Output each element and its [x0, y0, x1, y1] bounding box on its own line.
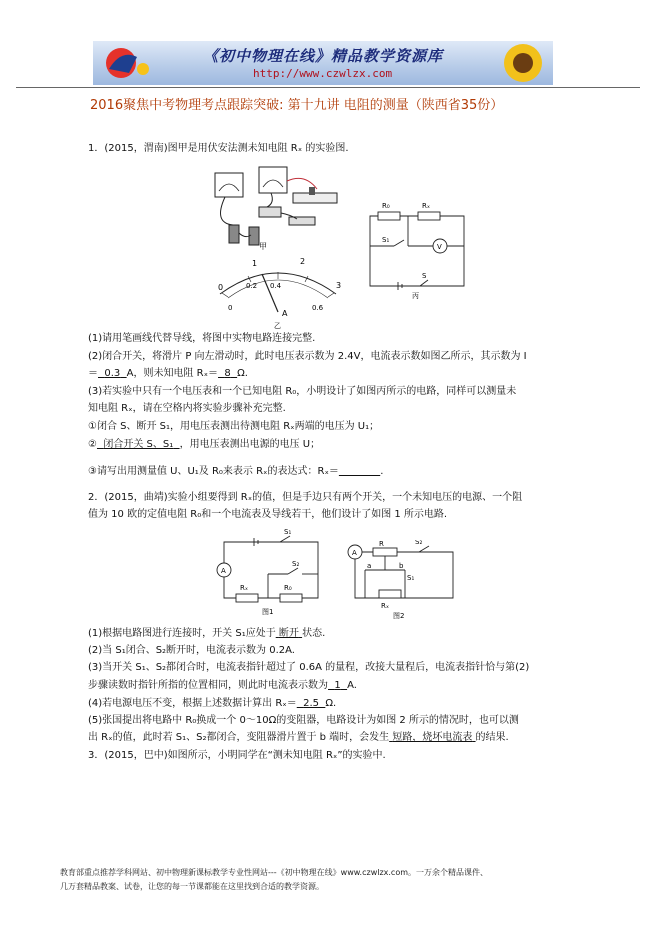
- page-title: 2016聚焦中考物理考点跟踪突破: 第十九讲 电阻的测量（陕西省35份）: [90, 98, 504, 113]
- q1-part3-a: (3)若实验中只有一个电压表和一个已知电阻 R₀，小明设计了如图丙所示的电路，同样可以测量未: [88, 386, 517, 397]
- q2-part5-a: (5)张国提出将电路中 R₀换成一个 0～10Ω的变阻器，电路设计为如图 2 所示的情况时，也可以测: [88, 715, 519, 726]
- q2-circuit-fig2: [345, 540, 463, 622]
- q2-circuit-fig1: [208, 528, 330, 618]
- footer-line-1: 教育部重点推荐学科网站、初中物理新课标教学专业性网站---《初中物理在线》www.czwlzx.com。一万余个精品课件、: [60, 868, 489, 877]
- fig2-s1: S₁: [407, 574, 415, 582]
- q2-part1: (1)根据电路图进行连接时，开关 S₁应处于 断开 状态.: [88, 628, 326, 639]
- fig1-label: 图1: [262, 608, 274, 616]
- q1-stem: 1．(2015，渭南)图甲是用伏安法测未知电阻 Rₓ 的实验图.: [88, 143, 349, 154]
- q1-part2-a: (2)闭合开关，将滑片 P 向左滑动时，此时电压表示数为 2.4V，电流表示数如图乙所示，其示数为 I: [88, 351, 527, 362]
- q2-part3-answer: 1: [334, 680, 341, 691]
- fig2-a-end: a: [367, 562, 372, 570]
- tick-top-3: 3: [336, 281, 342, 290]
- sunflower-icon: [493, 41, 553, 85]
- q2-part4: (4)若电源电压不变，根据上述数据计算出 Rₓ＝ 2.5 Ω.: [88, 698, 337, 709]
- fig-jia-label: 甲: [259, 242, 267, 251]
- q2-part2: (2)当 S₁闭合、S₂断开时，电流表示数为 0.2A.: [88, 645, 295, 656]
- banner-url[interactable]: http://www.czwlzx.com: [253, 67, 393, 80]
- fig1-rx: Rₓ: [240, 584, 248, 592]
- q1-part2-d: Ω.: [237, 368, 248, 379]
- tick-bottom-1: 0.2: [246, 282, 258, 290]
- tick-top-2: 2: [300, 257, 306, 266]
- q2-stem-b: 值为 10 欧的定值电阻 R₀和一个电流表及导线若干，他们设计了如图 1 所示电路.: [88, 509, 448, 520]
- q2-part4-answer: 2.5: [303, 698, 319, 709]
- site-logo-icon: [99, 43, 159, 83]
- fig2-label: 图2: [393, 612, 405, 620]
- q2-stem-a: 2．(2015，曲靖)实验小组要得到 Rₓ的值，但是手边只有两个开关，一个未知电压的电源、一个阻: [88, 492, 523, 503]
- q1-part2-eq: ＝: [88, 368, 98, 379]
- fig1-r0: R₀: [284, 584, 292, 592]
- q1-circuit-bing: [360, 196, 480, 302]
- footer-line-2: 几万套精品教案、试卷，让您的每一节课都能在这里找到合适的教学资源。: [60, 882, 324, 891]
- q2-part5-b: 出 Rₓ的值，此时若 S₁、S₂都闭合，变阻器滑片置于 b 端时，会发生 短路，烧坏电流表 的结果.: [88, 732, 509, 743]
- q1-part2-c: A，则未知电阻 Rₓ＝: [126, 368, 219, 379]
- fig2-r: R: [379, 540, 384, 548]
- q1-part3-b: 知电阻 Rₓ，请在空格内将实验步骤补充完整.: [88, 403, 286, 414]
- bing-rx: Rₓ: [422, 202, 430, 210]
- bing-r0: R₀: [382, 202, 390, 210]
- fig2-rx: Rₓ: [381, 602, 389, 610]
- tick-bottom-3: 0.6: [312, 304, 324, 312]
- q1-ammeter-dial: [208, 254, 348, 330]
- q1-step2: ② 闭合开关 S、S₁ ，用电压表测出电源的电压 U；: [88, 439, 321, 450]
- q2-part3-b: 步骤读数时指针所指的位置相同，则此时电流表示数为 1 A.: [88, 680, 357, 691]
- site-banner: [93, 41, 553, 85]
- bing-s1: S₁: [382, 236, 390, 244]
- q1-step3-blank: [339, 466, 380, 477]
- q1-step3: ③请写出用测量值 U、U₁及 R₀来表示 Rₓ的表达式：Rₓ＝ .: [88, 466, 384, 477]
- q1-apparatus-figure: [205, 163, 345, 255]
- q3-stem: 3．(2015，巴中)如图所示，小明同学在“测未知电阻 Rₓ”的实验中.: [88, 750, 386, 761]
- banner-title: 《初中物理在线》精品教学资源库: [203, 47, 444, 65]
- fig2-b-end: b: [399, 562, 404, 570]
- fig-bing-label: 丙: [412, 292, 419, 300]
- bing-v: V: [437, 243, 442, 251]
- q1-step1: ①闭合 S、断开 S₁，用电压表测出待测电阻 Rₓ两端的电压为 U₁；: [88, 421, 380, 432]
- fig1-ammeter: A: [221, 567, 226, 575]
- q2-part1-answer: 断开: [278, 628, 299, 639]
- meter-unit: A: [282, 309, 288, 318]
- fig1-s1: S₁: [284, 528, 292, 536]
- fig-yi-label: 乙: [274, 322, 281, 330]
- q2-part5-answer: 短路，烧坏电流表: [392, 732, 473, 743]
- tick-top-0: 0: [218, 283, 224, 292]
- q1-part2-line2: [88, 367, 248, 381]
- q1-step2-answer: 闭合开关 S、S₁: [103, 439, 174, 450]
- q1-answer-resistance: 8: [224, 368, 231, 379]
- q1-part1: (1)请用笔画线代替导线，将图中实物电路连接完整.: [88, 333, 316, 344]
- tick-bottom-2: 0.4: [270, 282, 282, 290]
- tick-bottom-0: 0: [228, 304, 233, 312]
- tick-top-1: 1: [252, 259, 258, 268]
- fig1-s2: S₂: [292, 560, 300, 568]
- bing-s: S: [422, 272, 427, 280]
- q1-answer-current: 0.3: [104, 368, 121, 379]
- header-divider: [16, 87, 640, 88]
- q2-part3-a: (3)当开关 S₁、S₂都闭合时，电流表指针超过了 0.6A 的量程，改接大量程后，电流表指针恰与第(2): [88, 662, 530, 673]
- fig2-s2: S₂: [415, 540, 423, 546]
- fig2-ammeter: A: [352, 549, 357, 557]
